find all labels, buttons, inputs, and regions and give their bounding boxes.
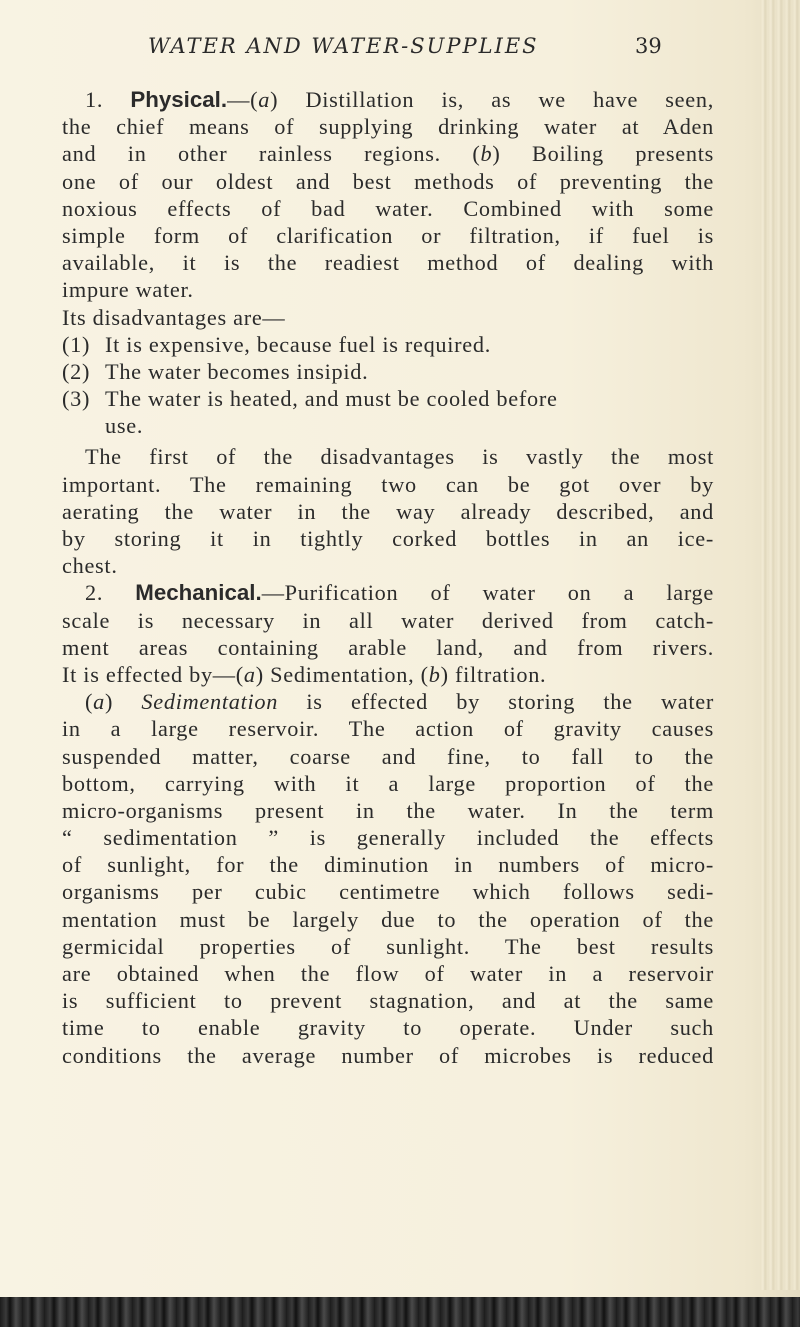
text-line: aerating the water in the way already described, and — [62, 498, 714, 524]
text-run: ) Distillation is, as we have seen, — [270, 87, 714, 112]
text-line: The first of the disadvantages is vastly the most — [85, 444, 714, 470]
text-line: impure water. — [62, 277, 194, 303]
text-line: noxious effects of bad water. Combined with some — [62, 195, 714, 221]
text-run: —Purification of water on a large — [261, 580, 714, 606]
text-run: It is effected by—( — [62, 661, 244, 687]
sedimentation-term: Sedimentation — [141, 689, 279, 715]
text-line: simple form of clarification or filtration, if fuel is — [62, 222, 714, 248]
page-edge-bottom — [0, 1297, 800, 1327]
text-line: are obtained when the flow of water in a reservoir — [62, 961, 714, 986]
section-1-first-line — [62, 86, 714, 113]
sedimentation-first-line — [62, 688, 714, 715]
text-line: ment areas containing arable land, and from rivers. — [62, 634, 714, 660]
item-mark: a — [93, 689, 105, 715]
text-line: micro-organisms present in the water. In the term — [62, 797, 714, 823]
text-run: and in other rainless regions. — [62, 141, 441, 167]
text-line: germicidal properties of sunlight. The best results — [62, 933, 714, 959]
text-line: time to enable gravity to operate. Under such — [62, 1015, 714, 1041]
section-1-heading: Physical. — [130, 87, 228, 112]
page-number: 39 — [635, 34, 662, 58]
item-mark: b — [480, 141, 493, 167]
text-run: is effected by storing the water — [278, 689, 714, 715]
text-line: of sunlight, for the diminution in numbers of micro- — [62, 852, 714, 878]
item-mark: a — [243, 661, 256, 687]
page-edge-right — [760, 0, 800, 1290]
text-line: important. The remaining two can be got over by — [62, 471, 714, 497]
text-line: mentation must be largely due to the operation of the — [62, 906, 714, 932]
text-line: suspended matter, coarse and fine, to fall to the — [62, 743, 714, 769]
text-run: ( — [85, 689, 94, 715]
text-run: ) filtration. — [440, 661, 547, 687]
list-item-text: The water is heated, and must be cooled before — [105, 386, 558, 412]
list-item-number: (1) — [62, 331, 91, 357]
text-line: the chief means of supplying drinking water at Aden — [62, 114, 714, 140]
text-run: —( — [227, 87, 259, 112]
text-line: by storing it in tightly corked bottles in an ice- — [62, 526, 714, 551]
text-run: ) Boiling presents — [492, 141, 715, 167]
text-line: bottom, carrying with it a large proportion of the — [62, 770, 714, 796]
list-item-continuation: use. — [105, 413, 144, 439]
list-item — [62, 358, 714, 385]
list-item-text: The water becomes insipid. — [105, 358, 369, 384]
list-item — [62, 331, 714, 358]
item-mark: b — [428, 661, 441, 687]
text-run: ) — [105, 689, 142, 715]
text-line: scale is necessary in all water derived from catch- — [62, 607, 714, 633]
text-run: ( — [472, 141, 481, 167]
text-line: conditions the average number of microbes is reduced — [62, 1042, 714, 1068]
list-item-text: It is expensive, because fuel is required. — [105, 331, 492, 357]
text-run: ) Sedimentation, ( — [255, 661, 429, 687]
list-item-number: (3) — [62, 386, 91, 412]
text-line: available, it is the readiest method of dealing with — [62, 250, 714, 276]
list-item — [62, 385, 714, 412]
text-line — [62, 661, 714, 688]
body-text — [62, 86, 714, 1069]
list-item-number: (2) — [62, 358, 91, 384]
text-line: organisms per cubic centimetre which follows sedi- — [62, 879, 714, 905]
text-line: chest. — [62, 553, 118, 579]
text-line: “ sedimentation ” is generally included the effects — [62, 825, 714, 851]
section-1-number: 1. — [85, 87, 104, 112]
item-mark: a — [258, 87, 271, 112]
section-2-first-line — [62, 579, 714, 606]
text-line: in a large reservoir. The action of gravity causes — [62, 716, 714, 742]
section-2-number: 2. — [85, 580, 104, 606]
text-line: is sufficient to prevent stagnation, and at the same — [62, 988, 714, 1014]
text-line — [62, 140, 714, 167]
running-head: WATER AND WATER-SUPPLIES — [148, 34, 539, 58]
text-line: Its disadvantages are— — [62, 304, 286, 330]
section-2-heading: Mechanical. — [135, 580, 262, 606]
text-line: one of our oldest and best methods of preventing the — [62, 168, 714, 194]
